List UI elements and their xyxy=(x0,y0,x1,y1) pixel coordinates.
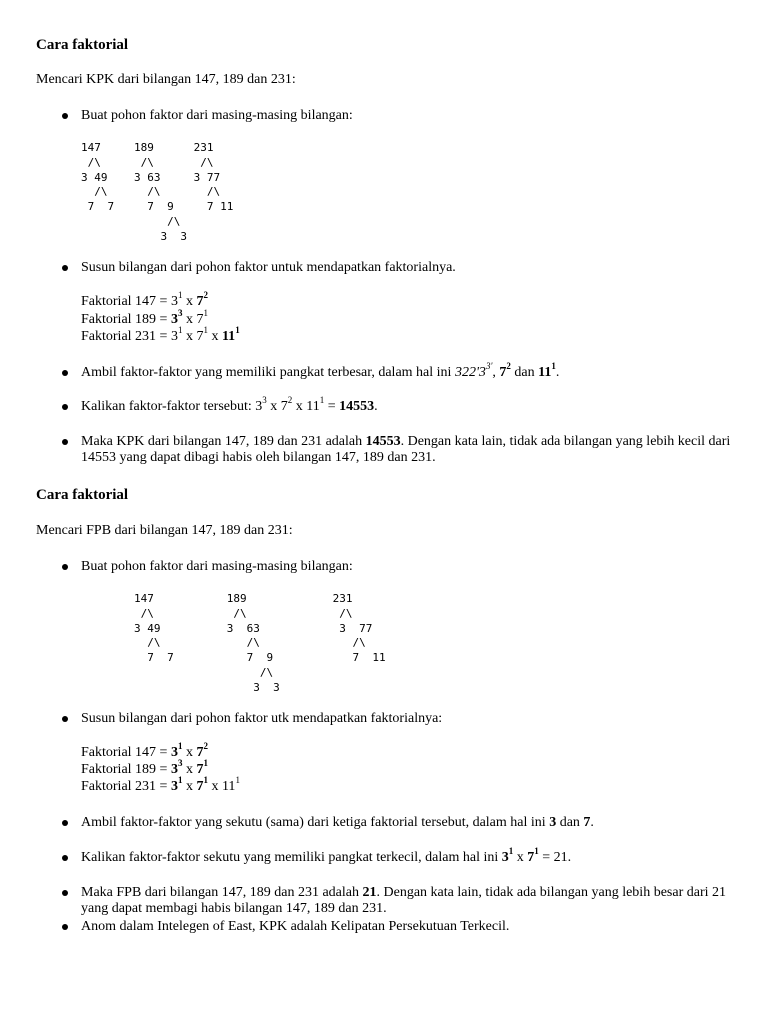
section-heading-fpb: Cara faktorial xyxy=(36,487,129,503)
fpb-factorial-189: Faktorial $189 = 3^3$ x $7^1$ xyxy=(81,758,208,777)
kpk-step-largest: Ambil faktor-faktor yang memiliki pangkat terbesar, dalam hal ini $322'3^{3'}$, $7^2$ dan $11^1$. xyxy=(81,361,560,380)
bullet-dot xyxy=(62,890,68,896)
fpb-step-common: Ambil faktor-faktor yang sekutu (sama) dari ketiga faktorial tersebut, dalam hal ini 3 dan 7. xyxy=(81,815,594,830)
bullet-dot xyxy=(62,820,68,826)
kpk-factorial-147: Faktorial $147 = 3^1$ x $7^2$ xyxy=(81,290,208,309)
fpb-step-multiply: Kalikan faktor-faktor sekutu yang memiliki pangkat terkecil, dalam hal ini $3^1$ x $7^1 = 21$. xyxy=(81,846,572,865)
bullet-dot xyxy=(62,113,68,119)
fpb-step-tree: Buat pohon faktor dari masing-masing bilangan: xyxy=(81,559,353,574)
kpk-definition-note: Anom dalam Intelegen of East, KPK adalah Kelipatan Persekutuan Terkecil. xyxy=(81,919,510,934)
fpb-conclusion: Maka FPB dari bilangan 147, 189 dan 231 adalah 21. Dengan kata lain, tidak ada bilangan yang lebih besar dari 21 yang dapat membagi habis bilangan 147, 189 dan 231. xyxy=(81,885,727,916)
kpk-factorial-231: Faktorial $231 = 3^1$ x $7^1$ x $11^1$ xyxy=(81,325,240,344)
bullet-dot xyxy=(62,370,68,376)
kpk-conclusion: Maka KPK dari bilangan 147, 189 dan 231 adalah 14553. Dengan kata lain, tidak ada bilangan yang lebih kecil dari 14553 yang dapat dibagi habis oleh bilangan 147, 189 dan 231. xyxy=(81,434,731,465)
fpb-factorial-231: Faktorial $231 = 3^1$ x $7^1$ x $11^1$ xyxy=(81,775,240,794)
bullet-dot xyxy=(62,924,68,930)
kpk-factor-tree: 147 189 231 /\ /\ /\ 3 49 3 63 3 77 /\ /\ /\ 7 7 7 9 7 11 /\ 3 3 xyxy=(81,141,234,243)
fpb-intro: Mencari FPB dari bilangan 147, 189 dan 231: xyxy=(36,523,293,538)
kpk-step-arrange: Susun bilangan dari pohon faktor untuk mendapatkan faktorialnya. xyxy=(81,260,456,275)
bullet-dot xyxy=(62,855,68,861)
bullet-dot xyxy=(62,564,68,570)
fpb-factorial-147: Faktorial $147 = 3^1$ x $7^2$ xyxy=(81,741,208,760)
bullet-dot xyxy=(62,265,68,271)
section-heading-kpk: Cara faktorial xyxy=(36,37,129,53)
fpb-factor-tree: 147 189 231 /\ /\ /\ 3 49 3 63 3 77 /\ /\ /\ 7 7 7 9 7 11 /\ 3 3 xyxy=(134,592,386,694)
kpk-step-multiply: Kalikan faktor-faktor tersebut: $3^3$ x $7^2$ x $11^1 = 14553$. xyxy=(81,395,378,414)
fpb-step-arrange: Susun bilangan dari pohon faktor utk mendapatkan faktorialnya: xyxy=(81,711,443,726)
bullet-dot xyxy=(62,404,68,410)
bullet-dot xyxy=(62,439,68,445)
bullet-dot xyxy=(62,716,68,722)
kpk-step-tree: Buat pohon faktor dari masing-masing bilangan: xyxy=(81,108,353,123)
kpk-factorial-189: Faktorial $189 = 3^3$ x $7^1$ xyxy=(81,308,208,327)
kpk-intro: Mencari KPK dari bilangan 147, 189 dan 231: xyxy=(36,72,296,87)
